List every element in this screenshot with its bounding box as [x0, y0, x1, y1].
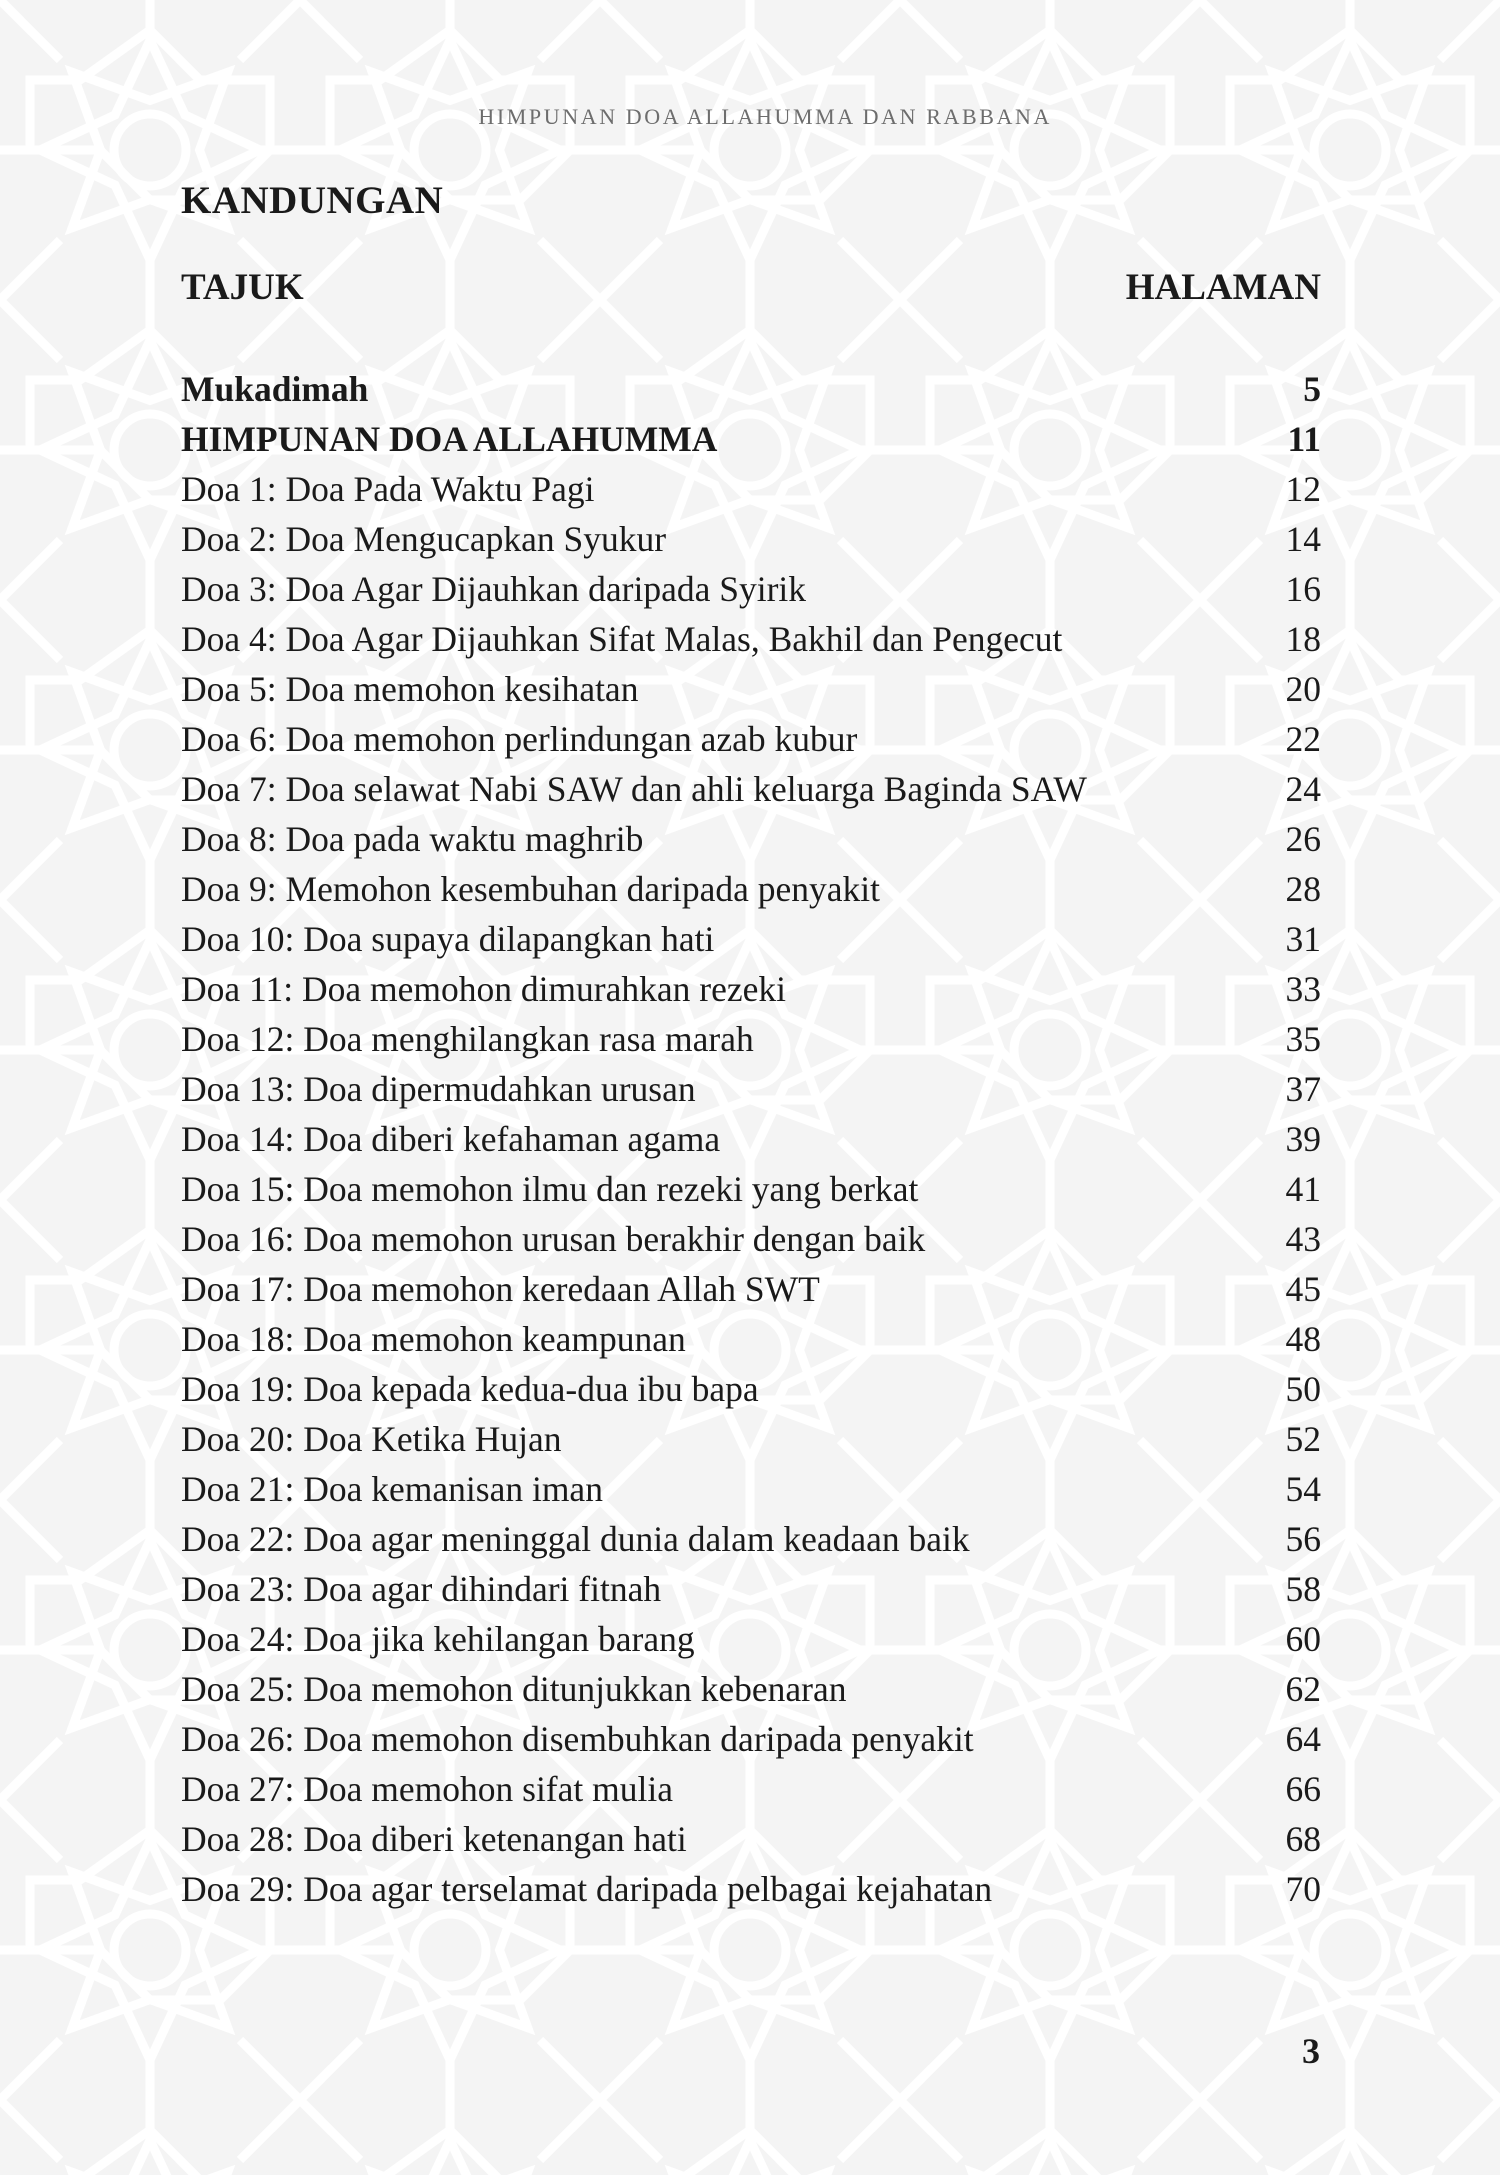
- toc-entry-page: 39: [1285, 1119, 1321, 1159]
- toc-entry-title: Doa 4: Doa Agar Dijauhkan Sifat Malas, Bakhil dan Pengecut: [181, 619, 1063, 659]
- toc-entry: [181, 1264, 1321, 1314]
- toc-entry-page: 62: [1285, 1669, 1321, 1709]
- toc-entry: [181, 1514, 1321, 1564]
- toc-entry-page: 50: [1285, 1369, 1321, 1409]
- toc-entry-title: Doa 27: Doa memohon sifat mulia: [181, 1769, 673, 1809]
- toc-entry-title: Mukadimah: [181, 369, 369, 409]
- toc-entry-page: 43: [1285, 1219, 1321, 1259]
- toc-entry-title: Doa 29: Doa agar terselamat daripada pelbagai kejahatan: [181, 1869, 993, 1909]
- toc-entry: [181, 814, 1321, 864]
- toc-entry-page: 52: [1285, 1419, 1321, 1459]
- toc-entry-title: Doa 13: Doa dipermudahkan urusan: [181, 1069, 696, 1109]
- toc-entry: [181, 1664, 1321, 1714]
- toc-entry-page: 5: [1303, 369, 1321, 409]
- toc-entry: [181, 364, 1321, 414]
- toc-entry-page: 22: [1285, 719, 1321, 759]
- toc-entry-title: Doa 5: Doa memohon kesihatan: [181, 669, 639, 709]
- toc-list: [181, 364, 1321, 1914]
- toc-entry-page: 66: [1285, 1769, 1321, 1809]
- toc-entry: [181, 1464, 1321, 1514]
- toc-entry-title: Doa 12: Doa menghilangkan rasa marah: [181, 1019, 754, 1059]
- toc-entry-title: Doa 11: Doa memohon dimurahkan rezeki: [181, 969, 786, 1009]
- toc-entry-title: Doa 14: Doa diberi kefahaman agama: [181, 1119, 721, 1159]
- toc-entry-page: 68: [1285, 1819, 1321, 1859]
- toc-entry-title: Doa 15: Doa memohon ilmu dan rezeki yang berkat: [181, 1169, 919, 1209]
- toc-entry: [181, 464, 1321, 514]
- toc-entry-title: Doa 23: Doa agar dihindari fitnah: [181, 1569, 662, 1609]
- toc-entry-page: 20: [1285, 669, 1321, 709]
- toc-entry: [181, 1164, 1321, 1214]
- toc-entry-title: Doa 3: Doa Agar Dijauhkan daripada Syirik: [181, 569, 807, 609]
- toc-entry: [181, 764, 1321, 814]
- toc-entry-page: 41: [1285, 1169, 1321, 1209]
- toc-entry: [181, 964, 1321, 1014]
- toc-entry: [181, 1364, 1321, 1414]
- toc-entry-page: 18: [1285, 619, 1321, 659]
- toc-entry-title: Doa 26: Doa memohon disembuhkan daripada penyakit: [181, 1719, 974, 1759]
- toc-entry: [181, 1714, 1321, 1764]
- toc-entry-title: Doa 24: Doa jika kehilangan barang: [181, 1619, 695, 1659]
- toc-entry-title: Doa 9: Memohon kesembuhan daripada penyakit: [181, 869, 880, 909]
- toc-entry-page: 48: [1285, 1319, 1321, 1359]
- toc-entry: [181, 914, 1321, 964]
- toc-entry: [181, 1314, 1321, 1364]
- toc-entry-title: Doa 1: Doa Pada Waktu Pagi: [181, 469, 595, 509]
- toc-entry-page: 54: [1285, 1469, 1321, 1509]
- toc-entry-page: 37: [1285, 1069, 1321, 1109]
- toc-entry-title: Doa 21: Doa kemanisan iman: [181, 1469, 603, 1509]
- toc-entry-title: Doa 19: Doa kepada kedua-dua ibu bapa: [181, 1369, 759, 1409]
- toc-entry-title: Doa 28: Doa diberi ketenangan hati: [181, 1819, 687, 1859]
- toc-entry-page: 58: [1285, 1569, 1321, 1609]
- toc-entry-title: Doa 16: Doa memohon urusan berakhir dengan baik: [181, 1219, 926, 1259]
- toc-entry: [181, 1864, 1321, 1914]
- toc-entry-page: 33: [1285, 969, 1321, 1009]
- toc-entry-title: HIMPUNAN DOA ALLAHUMMA: [181, 419, 718, 459]
- toc-entry: [181, 1214, 1321, 1264]
- toc-entry-page: 12: [1285, 469, 1321, 509]
- toc-entry-page: 31: [1285, 919, 1321, 959]
- toc-entry: [181, 1764, 1321, 1814]
- toc-entry-title: Doa 17: Doa memohon keredaan Allah SWT: [181, 1269, 820, 1309]
- toc-entry-page: 45: [1285, 1269, 1321, 1309]
- toc-entry-title: Doa 8: Doa pada waktu maghrib: [181, 819, 644, 859]
- toc-entry: [181, 1114, 1321, 1164]
- toc-entry: [181, 1414, 1321, 1464]
- toc-entry-page: 60: [1285, 1619, 1321, 1659]
- toc-entry: [181, 564, 1321, 614]
- toc-entry-title: Doa 20: Doa Ketika Hujan: [181, 1419, 562, 1459]
- page-number: 3: [1302, 2031, 1320, 2071]
- toc-entry: [181, 1814, 1321, 1864]
- toc-entry-page: 64: [1285, 1719, 1321, 1759]
- toc-entry-page: 26: [1285, 819, 1321, 859]
- toc-entry-page: 70: [1285, 1869, 1321, 1909]
- toc-entry-page: 16: [1285, 569, 1321, 609]
- toc-entry: [181, 714, 1321, 764]
- toc-entry: [181, 614, 1321, 664]
- toc-entry: [181, 664, 1321, 714]
- toc-entry-page: 14: [1285, 519, 1321, 559]
- toc-entry-title: Doa 10: Doa supaya dilapangkan hati: [181, 919, 715, 959]
- toc-entry-title: Doa 2: Doa Mengucapkan Syukur: [181, 519, 667, 559]
- toc-entry-title: Doa 18: Doa memohon keampunan: [181, 1319, 686, 1359]
- toc-entry-page: 35: [1285, 1019, 1321, 1059]
- toc-entry-title: Doa 22: Doa agar meninggal dunia dalam keadaan baik: [181, 1519, 970, 1559]
- column-page-label: HALAMAN: [1125, 267, 1321, 308]
- running-header: HIMPUNAN DOA ALLAHUMMA DAN RABBANA: [478, 104, 1052, 129]
- toc-entry: [181, 1014, 1321, 1064]
- toc-title: KANDUNGAN: [181, 179, 444, 222]
- toc-entry: [181, 1564, 1321, 1614]
- toc-entry-title: Doa 6: Doa memohon perlindungan azab kubur: [181, 719, 858, 759]
- toc-entry-title: Doa 7: Doa selawat Nabi SAW dan ahli keluarga Baginda SAW: [181, 769, 1087, 809]
- toc-entry-title: Doa 25: Doa memohon ditunjukkan kebenaran: [181, 1669, 847, 1709]
- toc-entry-page: 28: [1285, 869, 1321, 909]
- toc-entry: [181, 414, 1321, 464]
- toc-entry: [181, 1614, 1321, 1664]
- toc-entry-page: 24: [1285, 769, 1321, 809]
- toc-entry-page: 11: [1287, 419, 1321, 459]
- toc-column-header: [181, 266, 1321, 309]
- toc-entry: [181, 864, 1321, 914]
- toc-entry: [181, 1064, 1321, 1114]
- toc-entry: [181, 514, 1321, 564]
- column-title-label: TAJUK: [181, 267, 304, 308]
- toc-entry-page: 56: [1285, 1519, 1321, 1559]
